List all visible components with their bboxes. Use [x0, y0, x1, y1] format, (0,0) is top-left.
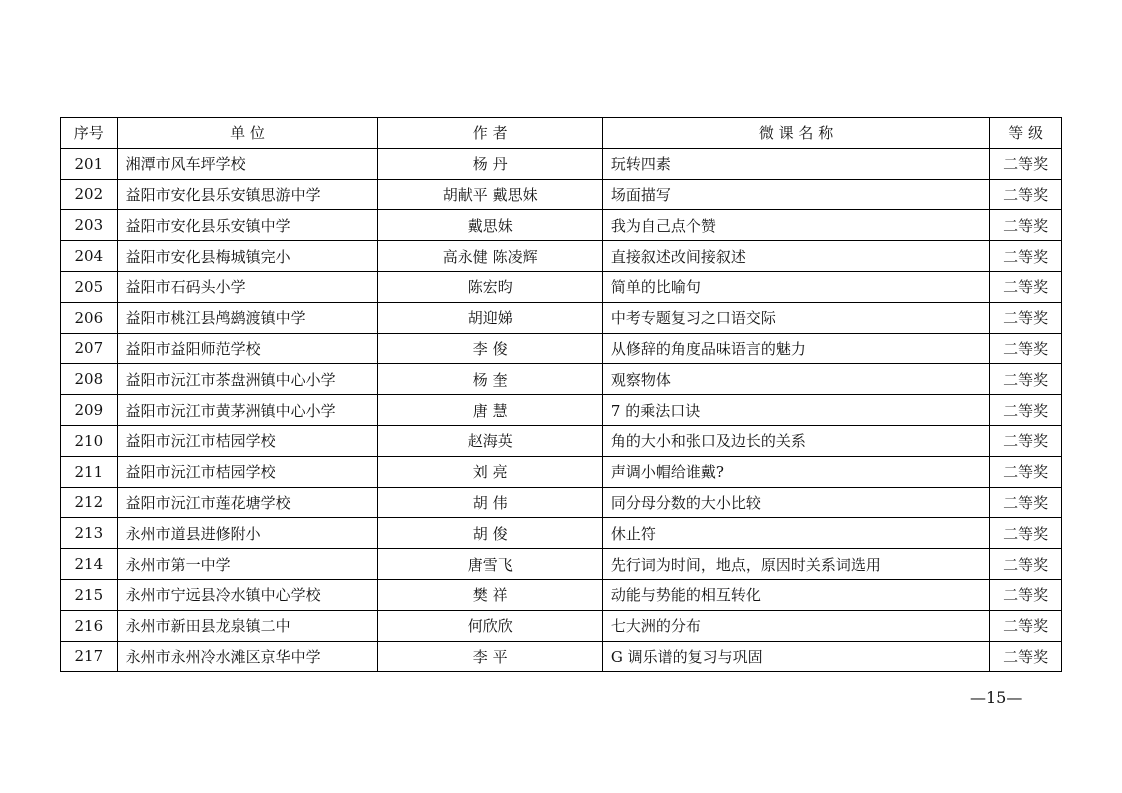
cell-title: 我为自己点个赞: [602, 210, 989, 241]
cell-author: 赵海英: [378, 425, 602, 456]
cell-grade: 二等奖: [990, 271, 1062, 302]
cell-title: 7 的乘法口诀: [602, 395, 989, 426]
cell-unit: 永州市宁远县冷水镇中心学校: [117, 579, 378, 610]
header-title: 微 课 名 称: [602, 118, 989, 149]
header-no: 序号: [61, 118, 118, 149]
cell-author: 胡迎娣: [378, 302, 602, 333]
cell-grade: 二等奖: [990, 364, 1062, 395]
cell-no: 215: [61, 579, 118, 610]
table-row: [61, 148, 1062, 179]
cell-unit: 益阳市石码头小学: [117, 271, 378, 302]
table-row: [61, 456, 1062, 487]
cell-grade: 二等奖: [990, 425, 1062, 456]
table-row: [61, 579, 1062, 610]
cell-title: 同分母分数的大小比较: [602, 487, 989, 518]
cell-author: 刘 亮: [378, 456, 602, 487]
table-row: [61, 395, 1062, 426]
cell-title: 直接叙述改间接叙述: [602, 241, 989, 272]
table-row: [61, 364, 1062, 395]
cell-author: 高永健 陈凌辉: [378, 241, 602, 272]
award-list-sheet: [60, 117, 1062, 672]
cell-no: 210: [61, 425, 118, 456]
table-row: [61, 271, 1062, 302]
cell-title: 简单的比喻句: [602, 271, 989, 302]
cell-title: 玩转四素: [602, 148, 989, 179]
cell-unit: 永州市永州冷水滩区京华中学: [117, 641, 378, 672]
cell-no: 209: [61, 395, 118, 426]
cell-no: 217: [61, 641, 118, 672]
cell-no: 203: [61, 210, 118, 241]
cell-unit: 益阳市沅江市莲花塘学校: [117, 487, 378, 518]
header-unit: 单 位: [117, 118, 378, 149]
cell-grade: 二等奖: [990, 395, 1062, 426]
cell-title: 中考专题复习之口语交际: [602, 302, 989, 333]
cell-unit: 益阳市益阳师范学校: [117, 333, 378, 364]
table-row: [61, 610, 1062, 641]
cell-title: 休止符: [602, 518, 989, 549]
table-row: [61, 302, 1062, 333]
table-row: [61, 333, 1062, 364]
cell-author: 胡 伟: [378, 487, 602, 518]
page-number: —15—: [970, 688, 1023, 707]
cell-unit: 益阳市桃江县鸬鹚渡镇中学: [117, 302, 378, 333]
cell-no: 202: [61, 179, 118, 210]
table-row: [61, 425, 1062, 456]
cell-grade: 二等奖: [990, 456, 1062, 487]
table-body: [61, 148, 1062, 672]
table-row: [61, 641, 1062, 672]
cell-title: 角的大小和张口及边长的关系: [602, 425, 989, 456]
cell-grade: 二等奖: [990, 579, 1062, 610]
cell-grade: 二等奖: [990, 302, 1062, 333]
cell-unit: 益阳市沅江市桔园学校: [117, 425, 378, 456]
table-row: [61, 518, 1062, 549]
cell-author: 李 俊: [378, 333, 602, 364]
cell-author: 胡献平 戴思妹: [378, 179, 602, 210]
cell-grade: 二等奖: [990, 549, 1062, 580]
cell-grade: 二等奖: [990, 610, 1062, 641]
cell-grade: 二等奖: [990, 148, 1062, 179]
cell-unit: 益阳市沅江市黄茅洲镇中心小学: [117, 395, 378, 426]
cell-author: 戴思妹: [378, 210, 602, 241]
cell-unit: 永州市第一中学: [117, 549, 378, 580]
cell-title: 七大洲的分布: [602, 610, 989, 641]
cell-author: 唐 慧: [378, 395, 602, 426]
cell-unit: 益阳市沅江市茶盘洲镇中心小学: [117, 364, 378, 395]
header-author: 作 者: [378, 118, 602, 149]
cell-grade: 二等奖: [990, 179, 1062, 210]
cell-no: 211: [61, 456, 118, 487]
cell-no: 208: [61, 364, 118, 395]
cell-no: 214: [61, 549, 118, 580]
cell-no: 206: [61, 302, 118, 333]
cell-author: 陈宏昀: [378, 271, 602, 302]
cell-grade: 二等奖: [990, 641, 1062, 672]
cell-author: 李 平: [378, 641, 602, 672]
table-row: [61, 549, 1062, 580]
cell-title: 场面描写: [602, 179, 989, 210]
cell-title: 从修辞的角度品味语言的魅力: [602, 333, 989, 364]
cell-unit: 益阳市安化县乐安镇思游中学: [117, 179, 378, 210]
cell-grade: 二等奖: [990, 518, 1062, 549]
cell-grade: 二等奖: [990, 210, 1062, 241]
cell-author: 唐雪飞: [378, 549, 602, 580]
cell-no: 204: [61, 241, 118, 272]
award-table: [60, 117, 1062, 672]
cell-author: 胡 俊: [378, 518, 602, 549]
cell-unit: 益阳市安化县乐安镇中学: [117, 210, 378, 241]
cell-no: 201: [61, 148, 118, 179]
cell-no: 216: [61, 610, 118, 641]
cell-grade: 二等奖: [990, 487, 1062, 518]
cell-title: 观察物体: [602, 364, 989, 395]
table-row: [61, 179, 1062, 210]
cell-title: 声调小帽给谁戴?: [602, 456, 989, 487]
cell-author: 杨 丹: [378, 148, 602, 179]
table-header-row: [61, 118, 1062, 149]
cell-author: 杨 奎: [378, 364, 602, 395]
cell-unit: 湘潭市风车坪学校: [117, 148, 378, 179]
cell-author: 樊 祥: [378, 579, 602, 610]
cell-no: 205: [61, 271, 118, 302]
cell-title: 先行词为时间，地点，原因时关系词选用: [602, 549, 989, 580]
cell-grade: 二等奖: [990, 333, 1062, 364]
cell-title: 动能与势能的相互转化: [602, 579, 989, 610]
cell-no: 207: [61, 333, 118, 364]
cell-unit: 永州市道县进修附小: [117, 518, 378, 549]
cell-title: G 调乐谱的复习与巩固: [602, 641, 989, 672]
cell-no: 212: [61, 487, 118, 518]
header-grade: 等 级: [990, 118, 1062, 149]
table-row: [61, 210, 1062, 241]
cell-unit: 益阳市沅江市桔园学校: [117, 456, 378, 487]
cell-no: 213: [61, 518, 118, 549]
cell-grade: 二等奖: [990, 241, 1062, 272]
table-row: [61, 241, 1062, 272]
cell-unit: 益阳市安化县梅城镇完小: [117, 241, 378, 272]
cell-unit: 永州市新田县龙泉镇二中: [117, 610, 378, 641]
cell-author: 何欣欣: [378, 610, 602, 641]
table-row: [61, 487, 1062, 518]
